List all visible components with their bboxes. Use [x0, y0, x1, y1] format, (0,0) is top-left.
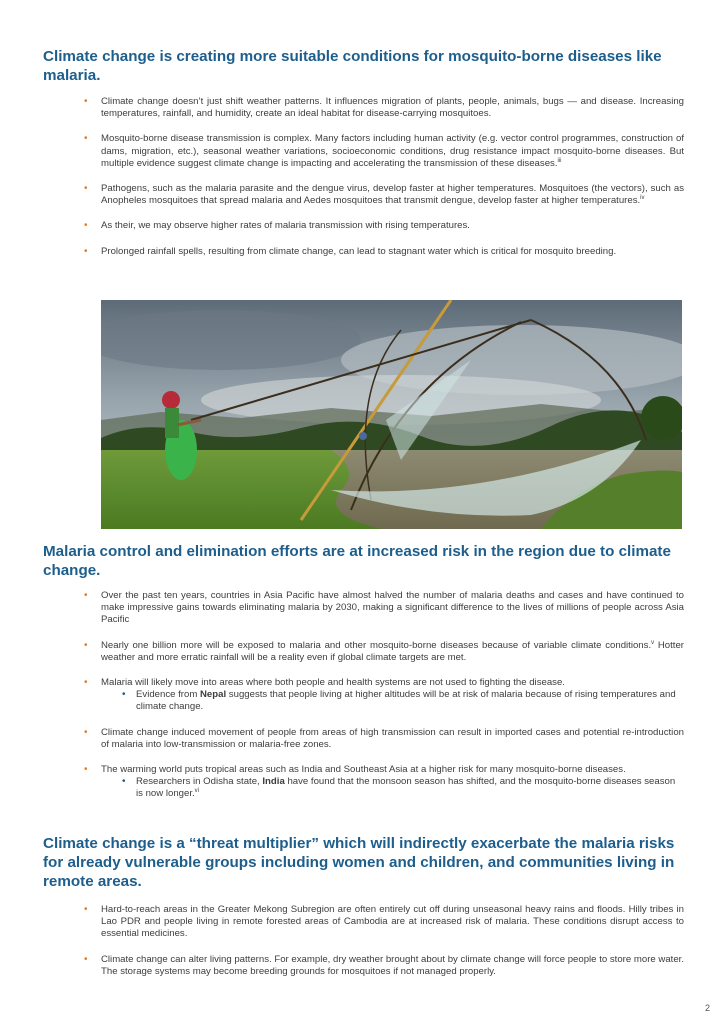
sub-bullet-item: • Researchers in Odisha state, India have found that the monsoon season has shifted, and the mosquito-borne diseases season is now longer.$^{vi}$	[122, 776, 684, 800]
bullet-item: • Prolonged rainfall spells, resulting from climate change, can lead to stagnant water which is critical for mosquito breeding.	[84, 246, 684, 258]
emphasis-text: India	[262, 776, 285, 788]
footnote-ref: vi	[194, 788, 200, 795]
page-number: 2	[704, 1003, 710, 1013]
footnote-ref: iii	[557, 157, 562, 164]
fishing-net-photo	[101, 300, 682, 529]
section-1-heading: Climate change is creating more suitable conditions for mosquito-borne diseases like malaria.	[43, 48, 662, 84]
bullet-item: • Mosquito-borne disease transmission is complex. Many factors including human activity (e.g. vector control programmes, construction of dams, migration, etc.), seasonal weather variations, socioeconomic conditions, drug resistance impact mosquito-borne diseases. But multiple evidence suggest climate change is impacting and accelerating the transmission of these diseases.$^{iii}$	[84, 133, 684, 170]
bullet-item: • Malaria will likely move into areas where both people and health systems are not used to fighting the disease. • Evidence from Nepal suggests that people living at higher altitudes will be at risk of malaria because of rising temperatures and climate change.	[84, 677, 684, 714]
sub-bullets	[101, 689, 684, 713]
bullet-item: • Hard-to-reach areas in the Greater Mekong Subregion are often entirely cut off during unseasonal heavy rains and floods. Hilly tribes in Lao PDR and people living in remote forested areas of Cambodia are at increased risk of malaria. These conditions disrupt access to essential medicines.	[84, 904, 684, 941]
sub-bullets	[101, 776, 684, 800]
bullet-item: • Pathogens, such as the malaria parasite and the dengue virus, develop faster at higher temperatures. Mosquitoes (the vectors), such as Anopheles mosquitoes that spread malaria and Aedes mosquitoes that transmit dengue, develop faster at higher temperatures.$^{iv}$	[84, 183, 684, 207]
section-3-heading: Climate change is a “threat multiplier” which will indirectly exacerbate the malaria risks for already vulnerable groups including women and children, and communities living in remote areas.	[43, 835, 675, 890]
section-3-bullets	[84, 904, 684, 991]
emphasis-text: Nepal	[200, 689, 227, 701]
bullet-item: • The warming world puts tropical areas such as India and Southeast Asia at a higher risk for many mosquito-borne diseases. • Researchers in Odisha state, India have found that the monsoon season has shifted, and the mosquito-borne diseases season is now longer.$^{vi}$	[84, 764, 684, 801]
section-2-bullets	[84, 590, 684, 814]
bullet-item: • Climate change induced movement of people from areas of high transmission can result in imported cases and potential re-introduction of malaria into low-transmission or malaria-free zones.	[84, 727, 684, 751]
bullet-item: • Over the past ten years, countries in Asia Pacific have almost halved the number of malaria deaths and cases and have continued to make impressive gains towards eliminating malaria by 2030, making a significant difference to the lives of millions of people across Asia Pacific	[84, 590, 684, 627]
photo-illustration	[101, 300, 682, 529]
bullet-item: • Climate change doesn’t just shift weather patterns. It influences migration of plants, people, animals, bugs — and disease. Increasing temperatures, rainfall, and humidity, create an ideal habitat for disease-carrying mosquitoes.	[84, 96, 684, 120]
section-1-bullets	[84, 96, 684, 271]
footnote-ref: iv	[640, 195, 645, 202]
bullet-item: • Climate change can alter living patterns. For example, dry weather brought about by climate change will force people to store more water. The storage systems may become breeding grounds for mosquitoes if not managed properly.	[84, 954, 684, 978]
footnote-ref: v	[651, 639, 655, 646]
section-2-heading: Malaria control and elimination efforts are at increased risk in the region due to climate change.	[43, 543, 671, 579]
sub-bullet-item: • Evidence from Nepal suggests that people living at higher altitudes will be at risk of malaria because of rising temperatures and climate change.	[122, 689, 684, 713]
bullet-item: • Nearly one billion more will be exposed to malaria and other mosquito-borne diseases because of variable climate conditions.$^v$ Hotter weather and more erratic rainfall will be a reality even if global climate targets are met.	[84, 640, 684, 664]
bullet-item: • As their, we may observe higher rates of malaria transmission with rising temperatures.	[84, 220, 684, 232]
